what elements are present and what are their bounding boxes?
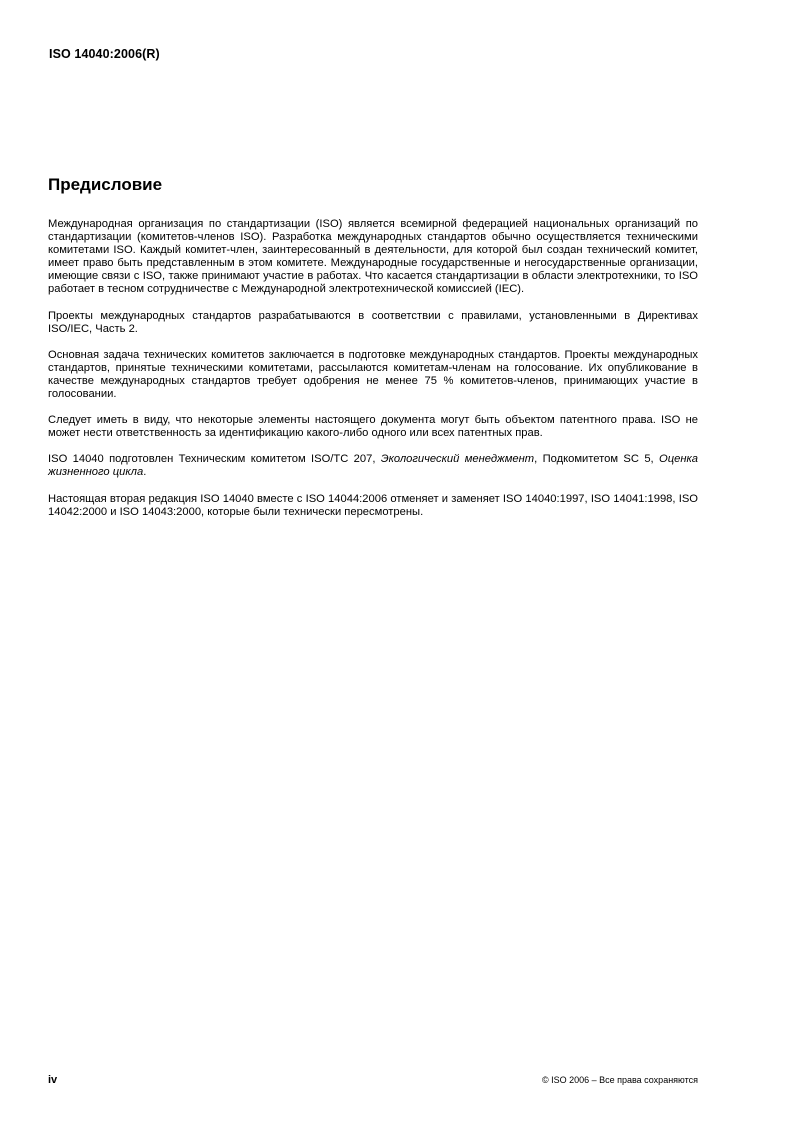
document-id-header: ISO 14040:2006(R)	[49, 47, 160, 61]
paragraph-drafting-rules: Проекты международных стандартов разрабатываются в соответствии с правилами, установленными в Директивах ISO/IEC, Часть 2.	[48, 309, 698, 335]
copyright-notice: © ISO 2006 – Все права сохраняются	[541, 1075, 698, 1085]
page-title: Предисловие	[48, 175, 163, 194]
page-number: iv	[48, 1074, 58, 1086]
paragraph-edition-replacement: Настоящая вторая редакция ISO 14040 вместе с ISO 14044:2006 отменяет и заменяет ISO 14040:1997, ISO 14041:1998, ISO 14042:2000 и ISO 14043:2000, которые были технически пересмотрены.	[48, 492, 698, 518]
prepared-by-text-3: .	[143, 466, 147, 479]
paragraph-committee-task: Основная задача технических комитетов заключается в подготовке международных стандартов. Проекты международных стандартов, принятые техническими комитетами, рассылаются комитетам-членам на голосование. Их опубликование в качестве международных стандартов требует одобрения не менее 75 % комитетов-членов, принимающих участие в голосовании.	[48, 348, 698, 401]
subcommittee-name: Оценка жизненного цикла	[48, 453, 698, 479]
prepared-by-text-2: , Подкомитетом SC 5,	[534, 453, 660, 466]
paragraph-iso-organization: Международная организация по стандартизации (ISO) является всемирной федерацией национальных организаций по стандартизации (комитетов-членов ISO). Разработка международных стандартов обычно осуществляется техническими комитетами ISO. Каждый комитет-член, заинтересованный в деятельности, для которой был создан технический комитет, имеет право быть представленным в этом комитете. Международные государственные и негосударственные организации, имеющие связи с ISO, также принимают участие в работах. Что касается стандартизации в области электротехники, то ISO работает в тесном сотрудничестве с Международной электротехнической комиссией (IEC).	[48, 218, 698, 296]
foreword-body	[48, 218, 698, 532]
paragraph-patent-rights: Следует иметь в виду, что некоторые элементы настоящего документа могут быть объектом патентного права. ISO не может нести ответственность за идентификацию какого-либо одного или всех патентных прав.	[48, 414, 698, 440]
prepared-by-text-1: ISO 14040 подготовлен Техническим комитетом ISO/TC 207,	[48, 453, 381, 466]
committee-name: Экологический менеджмент	[380, 453, 535, 466]
paragraph-prepared-by	[48, 453, 698, 479]
